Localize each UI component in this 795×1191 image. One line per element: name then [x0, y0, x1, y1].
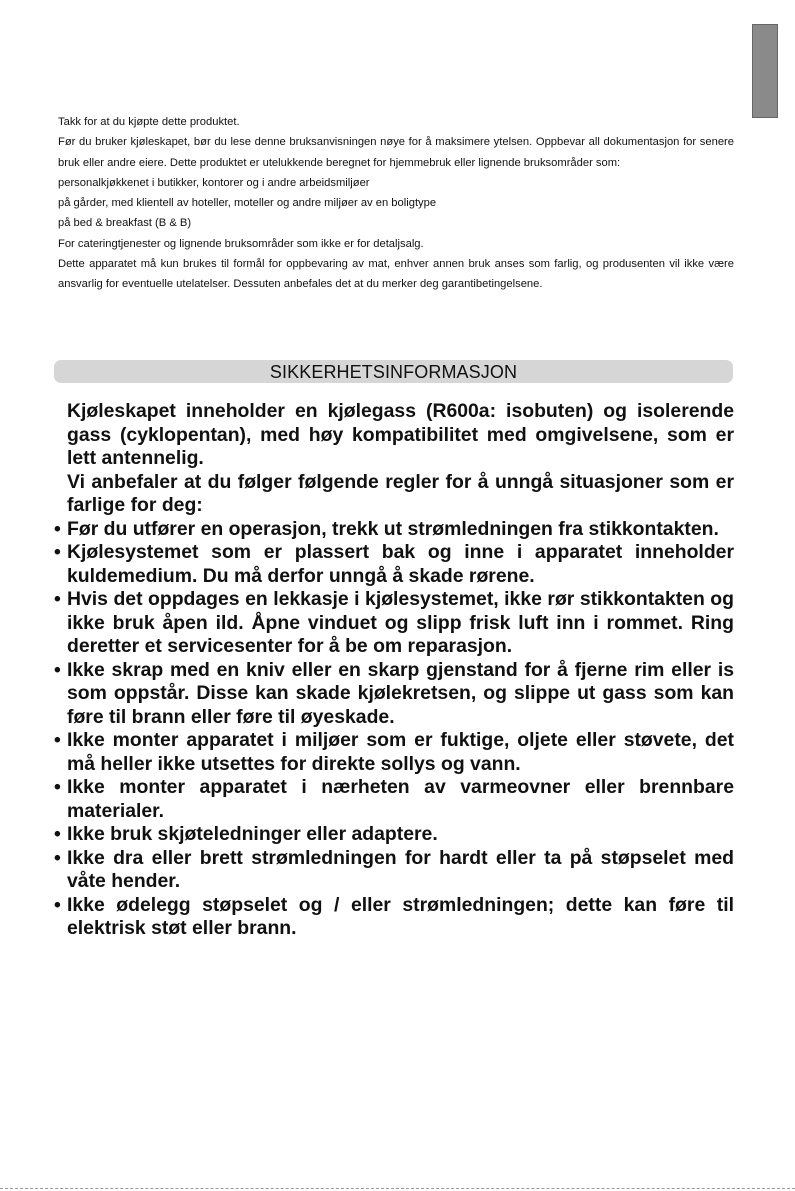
bullet-icon: •: [54, 776, 61, 798]
rule-text: Ikke skrap med en kniv eller en skarp gjenstand for å fjerne rim eller is som oppstår. Disse kan skade kjølekretsen, og slippe ut gass som kan føre til brann eller føre til øyeskade.: [67, 658, 734, 728]
bullet-icon: •: [54, 729, 61, 751]
intro-text: [58, 112, 734, 295]
language-tab-marker: [752, 24, 778, 118]
section-title: SIKKERHETSINFORMASJON: [54, 360, 733, 383]
rule-text: Kjølesystemet som er plassert bak og inne i apparatet inneholder kuldemedium. Du må derfor unngå å skade rørene.: [67, 541, 734, 587]
list-item: [54, 518, 734, 542]
list-item: [54, 776, 734, 823]
rule-text: Før du utfører en operasjon, trekk ut strømledningen fra stikkontakten.: [67, 517, 719, 540]
safety-paragraph: Vi anbefaler at du følger følgende regler for å unngå situasjoner som er farlige for deg:: [67, 470, 734, 516]
rule-text: Ikke bruk skjøteledninger eller adaptere.: [67, 823, 438, 845]
list-item: [54, 588, 734, 659]
bullet-icon: •: [54, 823, 61, 845]
intro-paragraph: Dette apparatet må kun brukes til formål for oppbevaring av mat, enhver annen bruk anses som farlig, og produsenten vil ikke være ansvarlig for eventuelle utelatelser. Dessuten anbefales det at du merker deg garantibetingelsene.: [58, 258, 734, 291]
bullet-icon: •: [54, 846, 61, 869]
intro-line: på bed & breakfast (B & B): [58, 217, 192, 230]
intro-line: på gårder, med klientell av hoteller, moteller og andre miljøer av en boligtype: [58, 197, 437, 210]
safety-paragraph: Kjøleskapet inneholder en kjølegass (R600a: isobuten) og isolerende gass (cyklopentan), med høy kompatibilitet med omgivelsene, som er lett antennelig.: [67, 400, 734, 469]
intro-line: Takk for at du kjøpte dette produktet.: [58, 116, 240, 128]
list-item: [54, 541, 734, 588]
intro-line: For cateringtjenester og lignende bruksområder som ikke er for detaljsalg.: [58, 237, 424, 250]
safety-text: [54, 400, 734, 941]
bullet-icon: •: [54, 541, 61, 563]
bullet-icon: •: [54, 658, 61, 681]
list-item: [54, 847, 734, 894]
bullet-icon: •: [54, 517, 61, 540]
list-item: [54, 659, 734, 730]
bullet-icon: •: [54, 893, 61, 916]
rule-text: Ikke dra eller brett strømledningen for hardt eller ta på støpselet med våte hender.: [67, 846, 734, 892]
list-item: [54, 823, 734, 847]
bullet-icon: •: [54, 588, 61, 610]
intro-paragraph: Før du bruker kjøleskapet, bør du lese denne bruksanvisningen nøye for å maksimere ytelsen. Oppbevar all dokumentasjon for senere bruk eller andre eiere. Dette produktet er utelukkende beregnet for hjemmebruk eller lignende bruksområder som:: [58, 136, 734, 169]
safety-rules-list: [54, 518, 734, 941]
list-item: [54, 729, 734, 776]
rule-text: Ikke ødelegg støpselet og / eller strømledningen; dette kan føre til elektrisk støt eller brann.: [67, 893, 734, 939]
list-item: [54, 894, 734, 941]
intro-line: personalkjøkkenet i butikker, kontorer og i andre arbeidsmiljøer: [58, 176, 370, 189]
rule-text: Hvis det oppdages en lekkasje i kjølesystemet, ikke rør stikkontakten og ikke bruk åpen ild. Åpne vinduet og slipp frisk luft inn i rommet. Ring deretter et servicesenter for å be om reparasjon.: [67, 588, 734, 657]
page-edge-rule: [0, 1188, 795, 1189]
rule-text: Ikke monter apparatet i nærheten av varmeovner eller brennbare materialer.: [67, 776, 734, 822]
rule-text: Ikke monter apparatet i miljøer som er fuktige, oljete eller støvete, det må heller ikke utsettes for direkte sollys og vann.: [67, 729, 734, 775]
